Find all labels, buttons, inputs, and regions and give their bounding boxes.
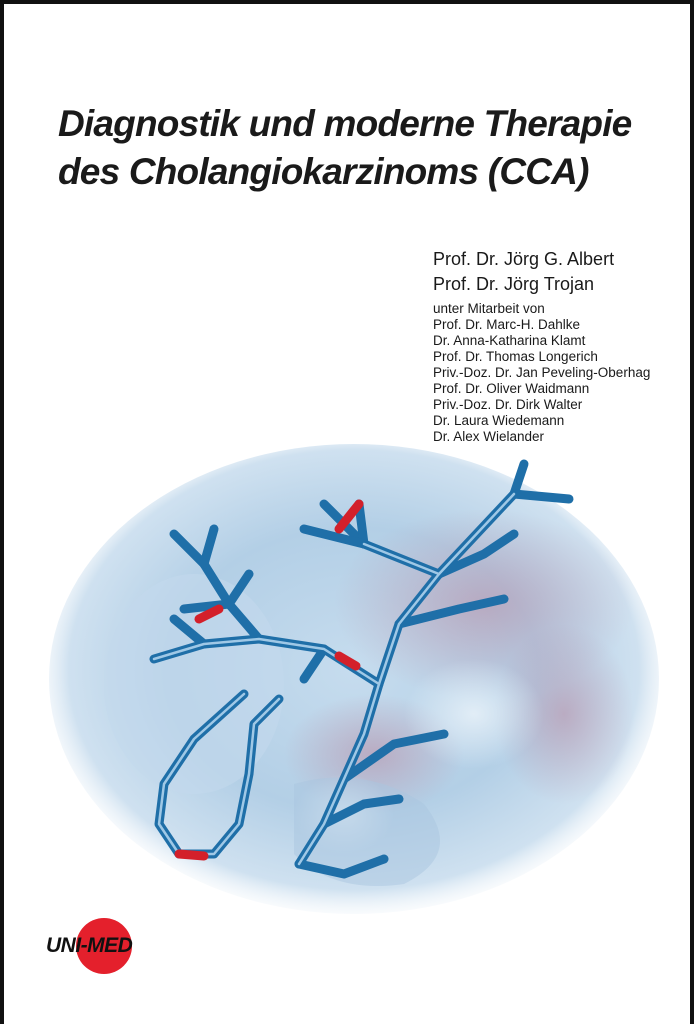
main-author: Prof. Dr. Jörg Trojan (433, 274, 595, 294)
bile-duct-ct-illustration (44, 434, 664, 934)
contributor-name: Prof. Dr. Marc-H. Dahlke (433, 317, 581, 332)
contributor-name: Dr. Alex Wielander (433, 429, 545, 444)
contributor-name: Prof. Dr. Oliver Waidmann (433, 381, 590, 396)
uni-med-logo (44, 916, 174, 976)
contributor-name: Dr. Anna-Katharina Klamt (433, 333, 586, 348)
logo-text: UNI-MED (46, 934, 133, 957)
main-author: Prof. Dr. Jörg G. Albert (433, 249, 615, 269)
contributor-name: Dr. Laura Wiedemann (433, 413, 565, 428)
book-title (58, 100, 631, 196)
contributor-name: Priv.-Doz. Dr. Dirk Walter (433, 397, 583, 412)
title-line-1: Diagnostik und moderne Therapie (58, 103, 632, 144)
contributor-name: Prof. Dr. Thomas Longerich (433, 349, 598, 364)
contributors-label: unter Mitarbeit von (433, 301, 545, 316)
contributor-name: Priv.-Doz. Dr. Jan Peveling-Oberhag (433, 365, 651, 380)
title-line-2: des Cholangiokarzinoms (CCA) (58, 151, 589, 192)
author-block (433, 247, 650, 445)
